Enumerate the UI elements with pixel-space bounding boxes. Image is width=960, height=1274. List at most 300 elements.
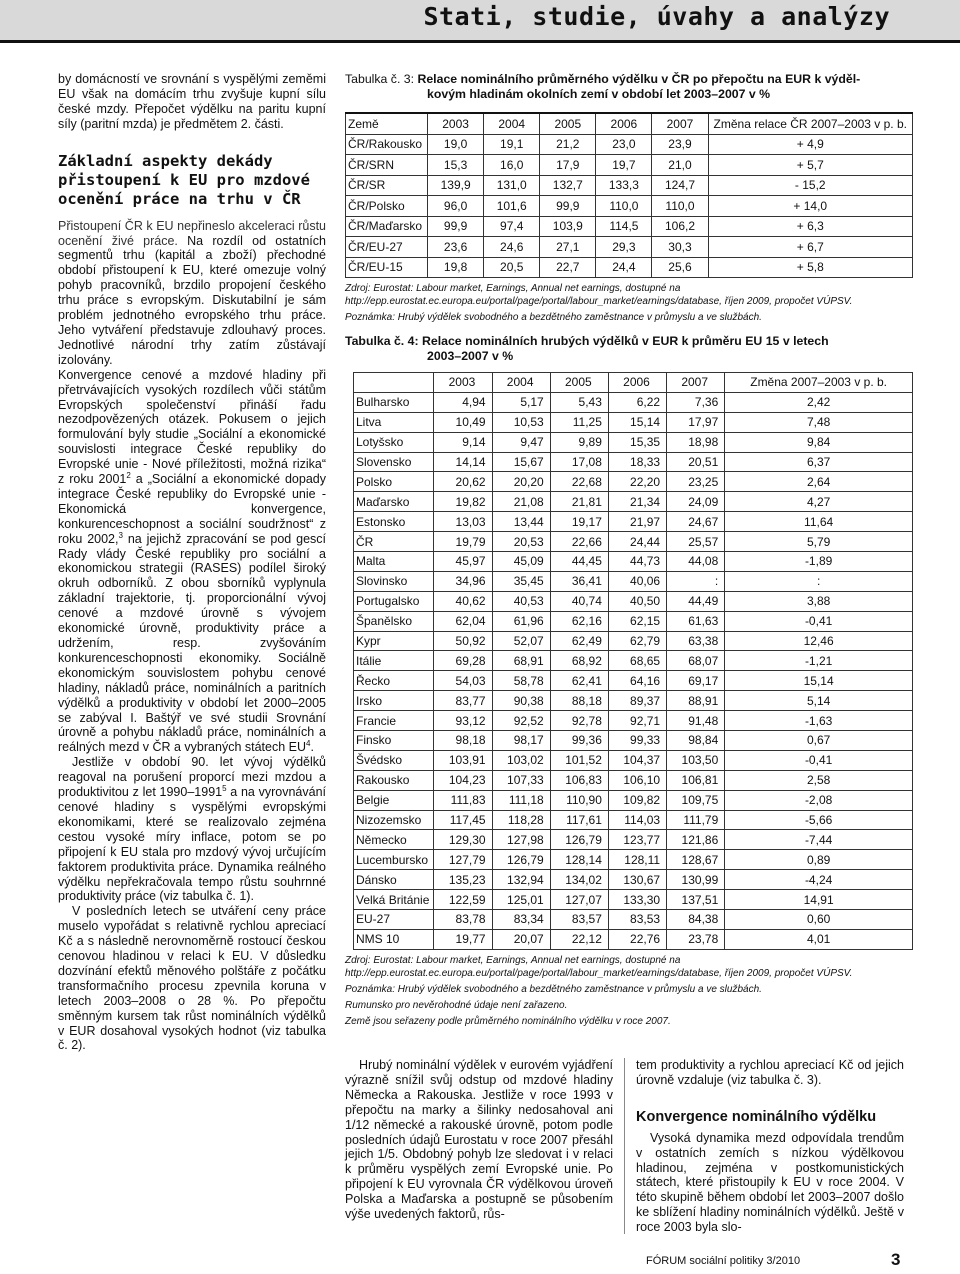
left-column xyxy=(58,72,326,1053)
table-cell: 24,09 xyxy=(667,492,725,512)
table4-note: Rumunsko pro nevěrohodné údaje není zařazeno. xyxy=(345,999,568,1011)
paragraph xyxy=(58,368,326,756)
table-cell: 15,3 xyxy=(428,155,484,176)
table-cell: 104,37 xyxy=(608,750,666,770)
table4-note: Poznámka: Hrubý výdělek svobodného a bezdětného zaměstnance v průmyslu a ve službách. xyxy=(345,983,762,995)
lead-text: Přistoupení ČR k EU nepřineslo akceleraci růstu ocenění živé práce. xyxy=(58,218,326,248)
table-row xyxy=(354,492,913,512)
table-row xyxy=(354,611,913,631)
table-cell: 68,65 xyxy=(608,651,666,671)
table-cell: 2,64 xyxy=(725,472,913,492)
table-cell: 92,71 xyxy=(608,711,666,731)
table-cell: 9,14 xyxy=(434,432,492,452)
table-cell: 15,14 xyxy=(725,671,913,691)
table-cell: 14,14 xyxy=(434,452,492,472)
table-cell: 103,02 xyxy=(492,750,550,770)
paragraph: V posledních letech se utváření ceny práce muselo vypořádat s relativně rychlou apreciací Kč a s následně nerovnoměrně rostoucí českou cenovou hladinou v relaci k EU. V důsledku dozvínání efektů měnového polštáře z počátku transformačního procesu zpevnila koruna v letech 2003–2008 o 28 %. Po přepočtu směnným kursem tak růst nominálních výdělků v EUR dosahoval vysokých hodnot (viz tabulka č. 2). xyxy=(58,904,326,1053)
table-row xyxy=(354,432,913,452)
table-row xyxy=(354,929,913,949)
table-cell: 10,49 xyxy=(434,412,492,432)
table-cell: 130,99 xyxy=(667,870,725,890)
paragraph-text: Jestliže v období 90. let vývoj výdělků reagoval na porušení proporcí mezi mzdou a produktivitou z let 1990–1991 xyxy=(58,755,326,800)
paragraph-text: . xyxy=(310,740,314,755)
table-cell: 6,22 xyxy=(608,392,666,412)
table-cell: 126,79 xyxy=(550,830,608,850)
table-row xyxy=(346,134,913,155)
table-row xyxy=(354,412,913,432)
table-row xyxy=(354,870,913,890)
table-header-row xyxy=(354,373,913,393)
table-cell: 83,57 xyxy=(550,910,608,930)
footnote-ref: 2 xyxy=(126,470,131,480)
table-cell: Litva xyxy=(354,412,434,432)
table-cell: Polsko xyxy=(354,472,434,492)
table-cell: 20,62 xyxy=(434,472,492,492)
table-cell: -4,24 xyxy=(725,870,913,890)
table-cell: 9,84 xyxy=(725,432,913,452)
table-cell: -1,89 xyxy=(725,552,913,572)
table-row xyxy=(354,671,913,691)
table-row xyxy=(346,257,913,278)
table-cell: 11,25 xyxy=(550,412,608,432)
table-row xyxy=(354,552,913,572)
table-cell: 110,90 xyxy=(550,790,608,810)
table-cell: 98,84 xyxy=(667,731,725,751)
table-cell: 34,96 xyxy=(434,571,492,591)
table-header-row xyxy=(346,113,913,134)
table-cell: 5,14 xyxy=(725,691,913,711)
table-cell: 83,34 xyxy=(492,910,550,930)
table-cell: Slovensko xyxy=(354,452,434,472)
table-cell: 45,97 xyxy=(434,552,492,572)
table-cell: 64,16 xyxy=(608,671,666,691)
table-cell: ČR/Rakousko xyxy=(346,134,428,155)
table-cell: 121,86 xyxy=(667,830,725,850)
caption-text: kovým hladinám okolních zemí v období let 2003–2007 v % xyxy=(427,87,771,101)
table-cell: 21,2 xyxy=(540,134,596,155)
table-header-cell: 2005 xyxy=(550,373,608,393)
table-cell: 69,28 xyxy=(434,651,492,671)
table-cell: 35,45 xyxy=(492,571,550,591)
table-cell: + 4,9 xyxy=(708,134,912,155)
footnote-ref: 4 xyxy=(306,739,311,749)
table-cell: 83,77 xyxy=(434,691,492,711)
table-row xyxy=(354,691,913,711)
table-row xyxy=(354,631,913,651)
table-cell: 109,75 xyxy=(667,790,725,810)
table-row xyxy=(354,750,913,770)
table-cell: 3,88 xyxy=(725,591,913,611)
table-cell: ČR/Maďarsko xyxy=(346,216,428,237)
table-row xyxy=(354,452,913,472)
header-rule xyxy=(0,40,960,43)
table-cell: Finsko xyxy=(354,731,434,751)
paragraph xyxy=(58,755,326,904)
table-cell: 90,38 xyxy=(492,691,550,711)
table-cell: 20,20 xyxy=(492,472,550,492)
table-cell: Maďarsko xyxy=(354,492,434,512)
table-cell: Řecko xyxy=(354,671,434,691)
table-cell: 15,35 xyxy=(608,432,666,452)
table-cell: Švédsko xyxy=(354,750,434,770)
table-cell: 44,45 xyxy=(550,552,608,572)
paragraph: Vysoká dynamika mezd odpovídala trendům v ostatních zemích s nízkou výdělkovou hladinou, zejména v postkomunistických státech, které přistoupily k EU v roce 2004. V této skupině během období let 2003–2007 došlo ke sblížení hladiny nominálních výdělků. Ještě v roce 2003 byla slo- xyxy=(636,1130,904,1235)
table-cell: Belgie xyxy=(354,790,434,810)
table-cell: 89,37 xyxy=(608,691,666,711)
table-cell: 9,89 xyxy=(550,432,608,452)
table-row xyxy=(354,910,913,930)
caption-label: Tabulka č. 3: xyxy=(345,72,415,86)
table-cell: Bulharsko xyxy=(354,392,434,412)
table-cell: 0,67 xyxy=(725,731,913,751)
page-number: 3 xyxy=(891,1250,901,1269)
table-cell: 117,61 xyxy=(550,810,608,830)
table-cell: 68,92 xyxy=(550,651,608,671)
table-cell: 106,81 xyxy=(667,770,725,790)
table-cell: 139,9 xyxy=(428,175,484,196)
table-cell: 22,20 xyxy=(608,472,666,492)
table-cell: 132,7 xyxy=(540,175,596,196)
table-cell: 62,04 xyxy=(434,611,492,631)
table-header-cell: 2005 xyxy=(540,113,596,134)
table-cell: Lotyšsko xyxy=(354,432,434,452)
table-cell: Irsko xyxy=(354,691,434,711)
table-cell: ČR/SRN xyxy=(346,155,428,176)
table-cell: 88,18 xyxy=(550,691,608,711)
section-title: Stati, studie, úvahy a analýzy xyxy=(423,2,890,31)
table-header-cell: Země xyxy=(346,113,428,134)
table-cell: 40,53 xyxy=(492,591,550,611)
table-cell: Estonsko xyxy=(354,512,434,532)
table-cell: - 15,2 xyxy=(708,175,912,196)
column-divider xyxy=(624,1058,625,1234)
table-cell: 19,79 xyxy=(434,532,492,552)
table-cell: 18,98 xyxy=(667,432,725,452)
table-cell: ČR xyxy=(354,532,434,552)
paragraph xyxy=(58,219,326,368)
table-cell: 21,08 xyxy=(492,492,550,512)
table-cell: 13,44 xyxy=(492,512,550,532)
table-row xyxy=(346,175,913,196)
table-cell: 40,06 xyxy=(608,571,666,591)
table-cell: 126,79 xyxy=(492,850,550,870)
table-cell: 4,27 xyxy=(725,492,913,512)
table-cell: Nizozemsko xyxy=(354,810,434,830)
table-cell: Itálie xyxy=(354,651,434,671)
table-cell: 99,36 xyxy=(550,731,608,751)
table-cell: 24,6 xyxy=(484,237,540,258)
table-header-cell: 2007 xyxy=(652,113,708,134)
paragraph: Hrubý nominální výdělek v eurovém vyjádření výrazně snížil svůj odstup od mzdové hladiny Německa a Rakouska. Jestliže v roce 1993 v přepočtu na marky a šilinky nedosahoval ani 1/12 německé a rakouské úrovně, potom podle posledních údajů Eurostatu v roce 2007 přesáhl jejich 1/5. Obdobný pohyb lze sledovat i v relaci k průměru vyspělých zemí Evropské unie. Po připojení k EU vyrovnala ČR výdělkovou úroveň Polska a Maďarska a postupně se působením výše uvedených faktorů, růs- xyxy=(345,1058,613,1222)
table-cell: 16,0 xyxy=(484,155,540,176)
table-cell: 2,58 xyxy=(725,770,913,790)
table-cell: 133,30 xyxy=(608,890,666,910)
table-cell: 20,53 xyxy=(492,532,550,552)
table-cell: 109,82 xyxy=(608,790,666,810)
tables-area xyxy=(345,72,913,1028)
table-cell: 125,01 xyxy=(492,890,550,910)
table-row xyxy=(354,532,913,552)
table-cell: 23,78 xyxy=(667,929,725,949)
paragraph-text: Konvergence cenové a mzdové hladiny při přetrvávajících vysokých rozdílech vůči státům Evropských společenství přináší řadu nezodpovězených otázek. Pokusem o jejich formulování byly studie „Sociální a ekonomické souvislosti integrace České republiky do Evropské unie - Nové příležitosti, možná rizika“ z roku 2001 xyxy=(58,367,326,487)
table-cell: 106,83 xyxy=(550,770,608,790)
table-row xyxy=(354,850,913,870)
table-cell: 96,0 xyxy=(428,196,484,217)
table-cell: 9,47 xyxy=(492,432,550,452)
table-cell: 110,0 xyxy=(652,196,708,217)
bottom-column-2 xyxy=(636,1058,904,1235)
table-cell: 27,1 xyxy=(540,237,596,258)
table-cell: 97,4 xyxy=(484,216,540,237)
table-cell: 23,6 xyxy=(428,237,484,258)
table-cell: 83,78 xyxy=(434,910,492,930)
section-heading: Základní aspekty dekády přistoupení k EU pro mzdové ocenění práce na trhu v ČR xyxy=(58,151,310,208)
table-cell: 4,01 xyxy=(725,929,913,949)
table-cell: 111,79 xyxy=(667,810,725,830)
table-header-cell: 2006 xyxy=(608,373,666,393)
table-cell: -1,63 xyxy=(725,711,913,731)
table-row xyxy=(354,472,913,492)
table-cell: 117,45 xyxy=(434,810,492,830)
table-cell: 101,52 xyxy=(550,750,608,770)
table-cell: 69,17 xyxy=(667,671,725,691)
table-cell: -7,44 xyxy=(725,830,913,850)
table-cell: 36,41 xyxy=(550,571,608,591)
footnote-ref: 3 xyxy=(118,530,123,540)
table-cell: Německo xyxy=(354,830,434,850)
table-cell: 21,81 xyxy=(550,492,608,512)
table-cell: 0,89 xyxy=(725,850,913,870)
table-cell: 5,79 xyxy=(725,532,913,552)
table-cell: 24,67 xyxy=(667,512,725,532)
table-cell: 21,34 xyxy=(608,492,666,512)
table-cell: 98,18 xyxy=(434,731,492,751)
table-cell: 98,17 xyxy=(492,731,550,751)
table-row xyxy=(354,711,913,731)
table-cell: 30,3 xyxy=(652,237,708,258)
paragraph-text: a na vyrovnávání cenové hladiny s vyspělými evropskými ekonomikami, které se realizovalo zejména cestou vysoké míry inflace, potom se po připojení k EU stala pro mzdový vývoj určujícím faktorem produktivita práce. Dynamika reálného výdělku nepřekračovala tempo růstu souhrnné produktivity práce (viz tabulka č. 1). xyxy=(58,785,326,904)
table-cell: 44,73 xyxy=(608,552,666,572)
table-cell: 106,2 xyxy=(652,216,708,237)
table-cell: 19,82 xyxy=(434,492,492,512)
table-cell: 132,94 xyxy=(492,870,550,890)
table-cell: 103,50 xyxy=(667,750,725,770)
table-cell: ČR/EU-27 xyxy=(346,237,428,258)
table-row xyxy=(354,830,913,850)
table-row xyxy=(354,790,913,810)
table-cell: 103,91 xyxy=(434,750,492,770)
table-header-cell: 2003 xyxy=(428,113,484,134)
table-header-cell: 2004 xyxy=(484,113,540,134)
table-cell: -0,41 xyxy=(725,611,913,631)
table-row xyxy=(354,651,913,671)
table-cell: 7,36 xyxy=(667,392,725,412)
table-cell: 5,17 xyxy=(492,392,550,412)
table-cell: Lucembursko xyxy=(354,850,434,870)
table-cell: 22,7 xyxy=(540,257,596,278)
table-cell: 54,03 xyxy=(434,671,492,691)
table-cell: : xyxy=(725,571,913,591)
journal-name: FÓRUM sociální politiky 3/2010 xyxy=(646,1255,801,1267)
table-cell: 24,44 xyxy=(608,532,666,552)
section-heading: Konvergence nominálního výdělku xyxy=(636,1108,877,1125)
table-cell: 110,0 xyxy=(596,196,652,217)
caption-text: Relace nominálního průměrného výdělku v ČR po přepočtu na EUR k výděl- xyxy=(414,72,861,86)
table-cell: Portugalsko xyxy=(354,591,434,611)
table-cell: 91,48 xyxy=(667,711,725,731)
table-row xyxy=(354,890,913,910)
table-cell: + 5,8 xyxy=(708,257,912,278)
table-cell: 23,9 xyxy=(652,134,708,155)
table-cell: 128,14 xyxy=(550,850,608,870)
table-cell: 21,0 xyxy=(652,155,708,176)
table-header-cell: 2003 xyxy=(434,373,492,393)
table-cell: 23,25 xyxy=(667,472,725,492)
table-cell: -1,21 xyxy=(725,651,913,671)
table-cell: 135,23 xyxy=(434,870,492,890)
table3-source: Zdroj: Eurostat: Labour market, Earnings, Annual net earnings, dostupné na http://epp.eurostat.ec.europa.eu/portal/page/portal/labour_market/earnings/database, říjen 2009, propočet VÚPSV. xyxy=(345,283,853,307)
table-header-cell xyxy=(354,373,434,393)
table-cell: 40,62 xyxy=(434,591,492,611)
table-cell: 93,12 xyxy=(434,711,492,731)
table-cell: 118,28 xyxy=(492,810,550,830)
table-cell: 19,1 xyxy=(484,134,540,155)
table-row xyxy=(346,155,913,176)
table-cell: 127,79 xyxy=(434,850,492,870)
table-cell: 2,42 xyxy=(725,392,913,412)
table-cell: 61,96 xyxy=(492,611,550,631)
caption-text: 2003–2007 v % xyxy=(427,349,514,363)
table-cell: 22,76 xyxy=(608,929,666,949)
table-cell: 21,97 xyxy=(608,512,666,532)
table-cell: 101,6 xyxy=(484,196,540,217)
table-cell: -5,66 xyxy=(725,810,913,830)
table-cell: 15,14 xyxy=(608,412,666,432)
table-cell: 22,12 xyxy=(550,929,608,949)
table-header-cell: 2007 xyxy=(667,373,725,393)
table-cell: 133,3 xyxy=(596,175,652,196)
table-cell: 99,9 xyxy=(540,196,596,217)
table-cell: 128,67 xyxy=(667,850,725,870)
table-cell: 19,17 xyxy=(550,512,608,532)
table-cell: Velká Británie xyxy=(354,890,434,910)
table-cell: : xyxy=(667,571,725,591)
table-cell: 20,51 xyxy=(667,452,725,472)
table-cell: 62,79 xyxy=(608,631,666,651)
table-cell: 5,43 xyxy=(550,392,608,412)
table-cell: 19,7 xyxy=(596,155,652,176)
table-cell: 61,63 xyxy=(667,611,725,631)
table-cell: Kypr xyxy=(354,631,434,651)
table-cell: Malta xyxy=(354,552,434,572)
table-cell: NMS 10 xyxy=(354,929,434,949)
table-cell: 111,83 xyxy=(434,790,492,810)
table-cell: 107,33 xyxy=(492,770,550,790)
table-cell: 25,57 xyxy=(667,532,725,552)
table-cell: + 6,3 xyxy=(708,216,912,237)
table-cell: 6,37 xyxy=(725,452,913,472)
table-cell: 40,50 xyxy=(608,591,666,611)
bottom-column-1 xyxy=(345,1058,613,1222)
table-cell: 124,7 xyxy=(652,175,708,196)
table-header-cell: Změna 2007–2003 v p. b. xyxy=(725,373,913,393)
table-cell: 68,91 xyxy=(492,651,550,671)
table-cell: 114,5 xyxy=(596,216,652,237)
table-cell: 99,33 xyxy=(608,731,666,751)
table-cell: 19,8 xyxy=(428,257,484,278)
table-cell: 20,07 xyxy=(492,929,550,949)
table4-source: Zdroj: Eurostat: Labour market, Earnings, Annual net earnings, dostupné na http://epp.eurostat.ec.europa.eu/portal/page/portal/labour_market/earnings/database, říjen 2009, propočet VÚPSV. xyxy=(345,954,853,979)
paragraph-text: Na rozdíl od ostatních segmentů trhu (kapitál a zboží) přechodné období přistoupení k EU, které omezuje volný pohyb pracovníků, brzdilo propojení českého trhu práce s evropským. Diskutabilní je sám problém jednotného evropského trhu práce. Jeho vytváření představuje zdlouhavý proces. Jednotlivé národní trhy zatím zůstávají izolovány. xyxy=(58,233,326,367)
table-cell: 19,77 xyxy=(434,929,492,949)
table-cell: 19,0 xyxy=(428,134,484,155)
table-cell: 92,52 xyxy=(492,711,550,731)
table-cell: 123,77 xyxy=(608,830,666,850)
table-cell: 62,15 xyxy=(608,611,666,631)
table3-caption xyxy=(345,72,913,102)
table-row xyxy=(354,810,913,830)
table-cell: 114,03 xyxy=(608,810,666,830)
table-cell: + 14,0 xyxy=(708,196,912,217)
table-cell: 7,48 xyxy=(725,412,913,432)
table-cell: 12,46 xyxy=(725,631,913,651)
table-cell: 10,53 xyxy=(492,412,550,432)
table-cell: 129,30 xyxy=(434,830,492,850)
table-cell: 58,78 xyxy=(492,671,550,691)
table-cell: 68,07 xyxy=(667,651,725,671)
paragraph-text: a „Sociální a ekonomické dopady integrace České republiky do Evropské unie - Ekonomická konvergence, konkurenceschopnost a sociální soudržnost“ z roku 2002, xyxy=(58,472,326,546)
table-cell: 106,10 xyxy=(608,770,666,790)
table-cell: EU-27 xyxy=(354,910,434,930)
table-cell: 84,38 xyxy=(667,910,725,930)
table4 xyxy=(353,372,913,950)
table-cell: 104,23 xyxy=(434,770,492,790)
table-cell: 17,9 xyxy=(540,155,596,176)
table4-caption xyxy=(345,334,913,364)
table-cell: 122,59 xyxy=(434,890,492,910)
table-cell: ČR/SR xyxy=(346,175,428,196)
table-cell: 83,53 xyxy=(608,910,666,930)
table-row xyxy=(346,216,913,237)
table-header-cell: 2004 xyxy=(492,373,550,393)
table-row xyxy=(354,571,913,591)
table-cell: Dánsko xyxy=(354,870,434,890)
table-cell: ČR/Polsko xyxy=(346,196,428,217)
table-cell: 62,49 xyxy=(550,631,608,651)
table-cell: 4,94 xyxy=(434,392,492,412)
table-cell: 23,0 xyxy=(596,134,652,155)
table-cell: 88,91 xyxy=(667,691,725,711)
table-cell: Španělsko xyxy=(354,611,434,631)
table-cell: 134,02 xyxy=(550,870,608,890)
table-cell: 127,98 xyxy=(492,830,550,850)
table-cell: 17,97 xyxy=(667,412,725,432)
table-cell: 128,11 xyxy=(608,850,666,870)
table-row xyxy=(354,591,913,611)
table-cell: 62,16 xyxy=(550,611,608,631)
caption-label: Tabulka č. 4: xyxy=(345,334,419,348)
table-cell: 127,07 xyxy=(550,890,608,910)
table-cell: 25,6 xyxy=(652,257,708,278)
paragraph-text: na jejichž zpracování se pod gescí Rady vlády České republiky pro sociální a ekonomickou strategii (RASES) podílel široký okruh odborníků. Z obou sborníků vyplynula základní trajektorie, tj. proporcionální vývoj cenové a mzdové úrovně s vývojem ekonomické úrovně, produktivity práce a udržením, resp. zvyšováním konkurenceschopnosti ekonomiky. Sociálně ekonomickým souvislostem pohybu cenové hladiny, nákladů práce, nominálních a paritních výdělků a produktivity v období let 2000–2005 se zabýval I. Baštýř ve své studii Srovnání úrovně a pohybu nákladů práce, nominálních a reálných mezd v ČR a vybraných státech EU xyxy=(58,531,326,755)
table-cell: 20,5 xyxy=(484,257,540,278)
paragraph: by domácností ve srovnání s vyspělými zeměmi EU však na domácím trhu zvyšuje kupní sílu české mzdy. Přepočet výdělku na paritu kupní síly (paritní mzda) je předmětem 2. části. xyxy=(58,72,326,131)
table-row xyxy=(354,392,913,412)
table-cell: 99,9 xyxy=(428,216,484,237)
table-cell: 103,9 xyxy=(540,216,596,237)
table-cell: 130,67 xyxy=(608,870,666,890)
table-row xyxy=(354,770,913,790)
